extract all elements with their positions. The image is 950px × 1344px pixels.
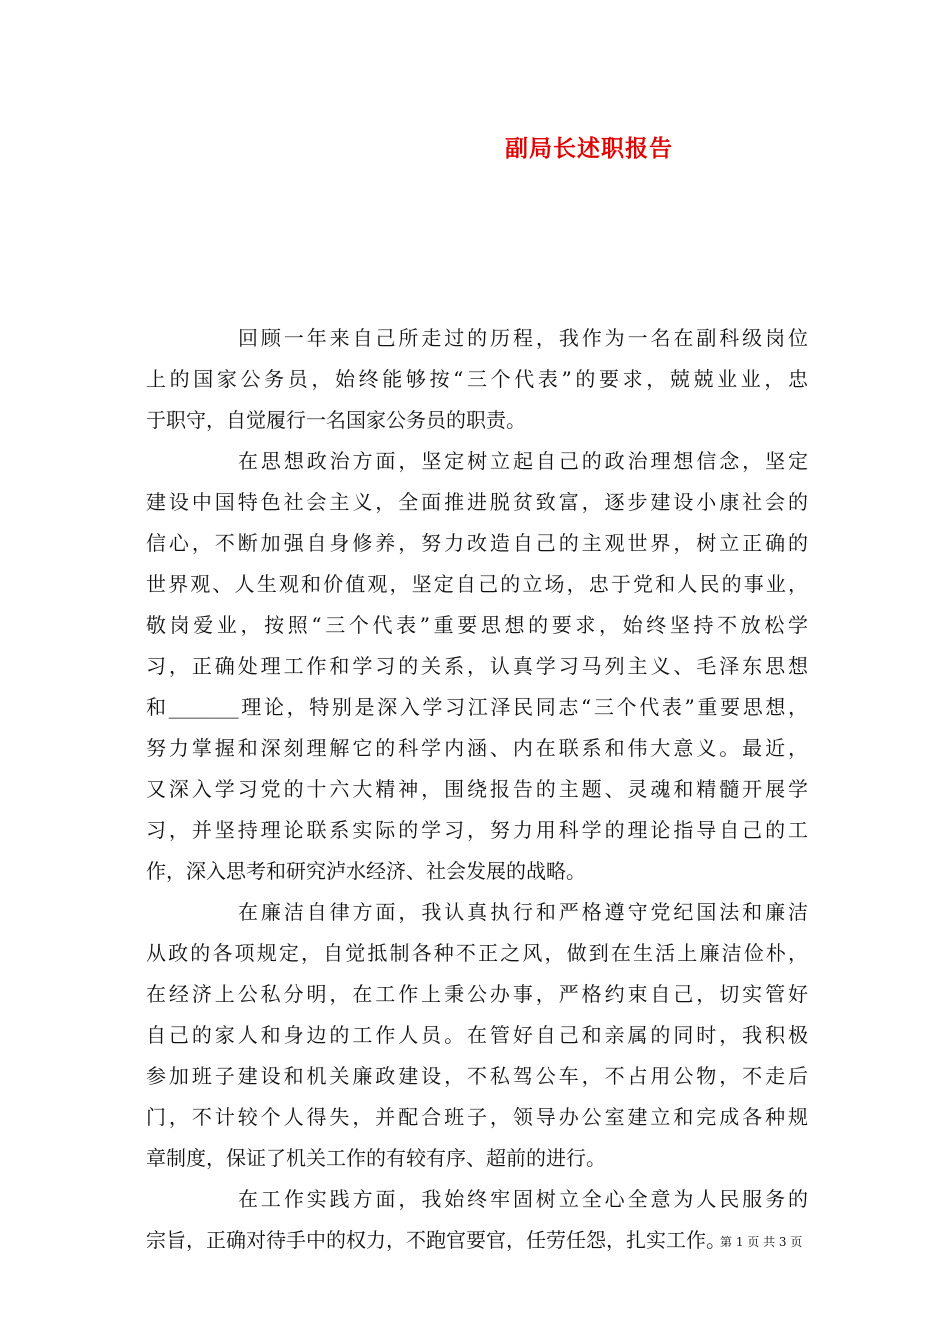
paragraph-2-line: 在思想政治方面，坚定树立起自己的政治理想信念，坚定 (238, 449, 808, 473)
paragraph-1-line: 于职守，自觉履行一名国家公务员的职责。 (146, 408, 526, 432)
paragraph-3-line: 参加班子建设和机关廉政建设，不私驾公车，不占用公物，不走后 (146, 1064, 808, 1088)
paragraph-1-line: 上的国家公务员，始终能够按“三个代表”的要求，兢兢业业，忠 (146, 367, 808, 391)
paragraph-2-line: 作，深入思考和研究泸水经济、社会发展的战略。 (146, 859, 586, 883)
paragraph-3-line: 自己的家人和身边的工作人员。在管好自己和亲属的同时，我积极 (146, 1023, 808, 1047)
paragraph-4-line: 宗旨，正确对待手中的权力，不跑官要官，任劳任怨，扎实工作。 (146, 1228, 726, 1252)
paragraph-3-line: 章制度，保证了机关工作的有较有序、超前的进行。 (146, 1146, 606, 1170)
paragraph-2-line: 信心，不断加强自身修养，努力改造自己的主观世界，树立正确的 (146, 531, 808, 555)
document-title: 副局长述职报告 (505, 135, 673, 162)
paragraph-1-line: 回顾一年来自己所走过的历程，我作为一名在副科级岗位 (238, 326, 808, 350)
paragraph-2-line: 和_______理论，特别是深入学习江泽民同志“三个代表”重要思想， (146, 695, 808, 719)
paragraph-2-line: 又深入学习党的十六大精神，围绕报告的主题、灵魂和精髓开展学 (146, 777, 808, 801)
paragraph-2-line: 习，并坚持理论联系实际的学习，努力用科学的理论指导自己的工 (146, 818, 808, 842)
paragraph-3-line: 在廉洁自律方面，我认真执行和严格遵守党纪国法和廉洁 (238, 900, 808, 924)
paragraph-3-line: 在经济上公私分明，在工作上秉公办事，严格约束自己，切实管好 (146, 982, 808, 1006)
paragraph-2-line: 敬岗爱业，按照“三个代表”重要思想的要求，始终坚持不放松学 (146, 613, 808, 637)
paragraph-2-line: 努力掌握和深刻理解它的科学内涵、内在联系和伟大意义。最近， (146, 736, 808, 760)
paragraph-3-line: 从政的各项规定，自觉抵制各种不正之风，做到在生活上廉洁俭朴， (146, 941, 808, 965)
paragraph-3-line: 门，不计较个人得失，并配合班子，领导办公室建立和完成各种规 (146, 1105, 808, 1129)
paragraph-2-line: 世界观、人生观和价值观，坚定自己的立场，忠于党和人民的事业， (146, 572, 808, 596)
document-body (146, 318, 808, 1261)
page-number: 第 1 页 共 3 页 (720, 1235, 803, 1249)
paragraph-2-line: 建设中国特色社会主义，全面推进脱贫致富，逐步建设小康社会的 (146, 490, 808, 514)
paragraph-4-line: 在工作实践方面，我始终牢固树立全心全意为人民服务的 (238, 1187, 808, 1211)
paragraph-2-line: 习，正确处理工作和学习的关系，认真学习马列主义、毛泽东思想 (146, 654, 808, 678)
